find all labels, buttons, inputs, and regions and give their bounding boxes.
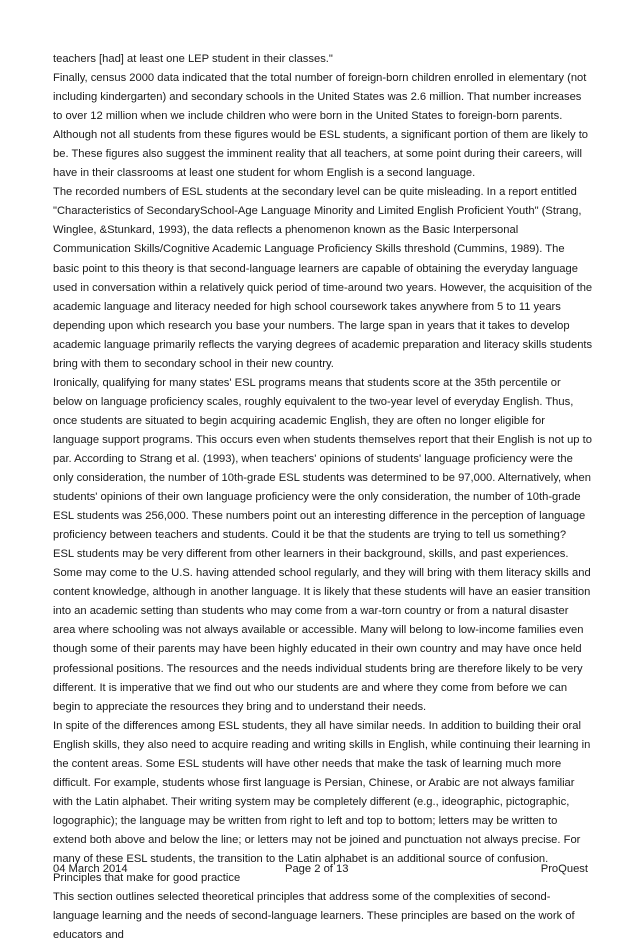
footer-source: ProQuest (540, 863, 588, 875)
footer-date: 04 March 2014 (53, 863, 128, 875)
paragraph-similar-needs: In spite of the differences among ESL students, they all have similar needs. In addition to building their oral English skills, they also need to acquire reading and writing skills in English, while continuing their learning in the content areas. Some ESL students will have other needs that make the task of learning much more difficult. For example, students whose first language is Persian, Chinese, or Arabic are not always familiar with the Latin alphabet. Their writing system may be completely different (e.g., ideographic, pictographic, logographic); the language may be written from right to left and top to bottom; letters may be written to extend both above and below the line; or letters may not be joined and punctuation not always precise. For many of these ESL students, the transition to the Latin alphabet is an additional source of confusion. (53, 719, 591, 865)
paragraph-backgrounds: ESL students may be very different from other learners in their background, skills, and past experiences. Some may come to the U.S. having attended school regularly, and they will bring with them literacy skills and content knowledge, although in another language. It is likely that these students will have an easier transition into an academic setting than students who may come from a war-torn country or from a natural disaster area where schooling was not always available or accessible. Many will belong to low-income families even though some of their parents may have been highly educated in their own country and may have once held professional positions. The resources and the needs individual students bring are therefore likely to be very different. It is imperative that we find out who our students are and where they come from before we can begin to appreciate the resources they bring and to understand their needs. (53, 548, 591, 713)
footer-page-number: Page 2 of 13 (285, 863, 349, 875)
section-heading: Principles that make for good practice (53, 872, 241, 885)
paragraph-qualifying: Ironically, qualifying for many states' ESL programs means that students score at the 35th percentile or below on language proficiency scales, roughly equivalent to the two-year level of everyday English. Thus, once students are situated to begin acquiring academic English, they are often no longer eligible for language support programs. This occurs even when students themselves report that their English is not up to par. According to Strang et al. (1993), when teachers' opinions of students' language proficiency were the only consideration, the number of 10th-grade ESL students was determined to be 97,000. Alternatively, when students' opinions of their own language proficiency were the only consideration, the number of 10th-grade ESL students was 256,000. These numbers point out an interesting difference in the perception of language proficiency between teachers and students. Could it be that the students are trying to tell us something? (53, 376, 592, 542)
paragraph-continuation: teachers [had] at least one LEP student in their classes." (53, 53, 333, 65)
paragraph-census: Finally, census 2000 data indicated that the total number of foreign-born children enrolled in elementary (not including kindergarten) and secondary schools in the United States was 2.6 million. That number increases to over 12 million when we include children who were born in the United States to foreign-born parents. Although not all students from these figures would be ESL students, a significant portion of them are likely to be. These figures also suggest the imminent reality that all teachers, at some point during their careers, will have in their classrooms at least one student for whom English is a second language. (53, 72, 589, 180)
page-footer (53, 862, 588, 876)
paragraph-principles: This section outlines selected theoretical principles that address some of the complexities of second-language learning and the needs of second-language learners. These principles are based on the work of educators and (53, 891, 575, 942)
document-body (53, 50, 593, 945)
paragraph-secondary-level: The recorded numbers of ESL students at the secondary level can be quite misleading. In a report entitled "Characteristics of SecondarySchool-Age Language Minority and Limited English Proficient Youth" (Strang, Winglee, &Stunkard, 1993), the data reflects a phenomenon known as the Basic Interpersonal Communication Skills/Cognitive Academic Language Proficiency Skills threshold (Cummins, 1989). The basic point to this theory is that second-language learners are capable of obtaining the everyday language used in conversation within a relatively quick period of time-around two years. However, the acquisition of the academic language and literacy needed for high school coursework takes anywhere from 5 to 11 years depending upon which research you base your numbers. The large span in years that it takes to develop academic language primarily reflects the varying degrees of academic preparation and literacy skills students bring with them to secondary school in their new country. (53, 186, 593, 370)
